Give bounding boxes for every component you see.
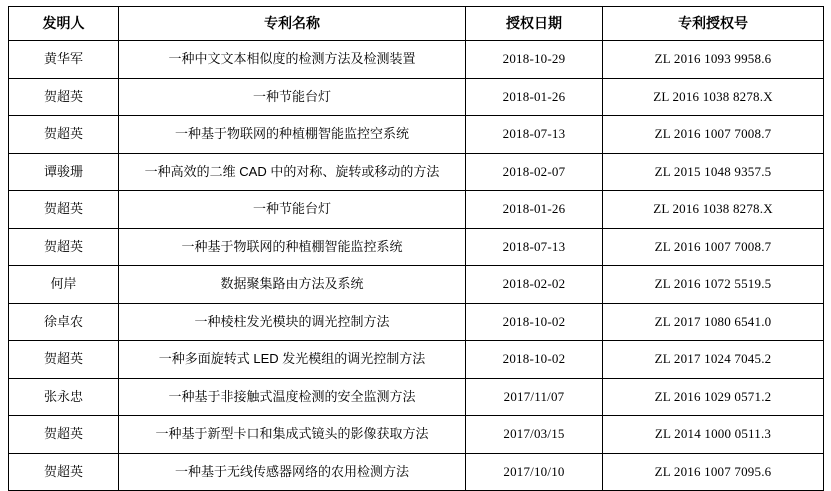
cell-number: ZL 2016 1007 7008.7 — [603, 116, 824, 154]
cell-inventor: 贺超英 — [9, 191, 119, 229]
table-row — [9, 453, 824, 491]
cell-inventor: 贺超英 — [9, 116, 119, 154]
cell-inventor: 谭骏珊 — [9, 153, 119, 191]
cell-title: 一种高效的二维 CAD 中的对称、旋转或移动的方法 — [119, 153, 466, 191]
cell-number: ZL 2016 1093 9958.6 — [603, 41, 824, 79]
cell-date: 2018-07-13 — [466, 228, 603, 266]
cell-number: ZL 2017 1024 7045.2 — [603, 341, 824, 379]
cell-date: 2017/03/15 — [466, 416, 603, 454]
cell-number: ZL 2016 1007 7095.6 — [603, 453, 824, 491]
cell-inventor: 贺超英 — [9, 341, 119, 379]
cell-title: 一种基于新型卡口和集成式镜头的影像获取方法 — [119, 416, 466, 454]
cell-title: 数据聚集路由方法及系统 — [119, 266, 466, 304]
table-row — [9, 116, 824, 154]
column-header-date: 授权日期 — [466, 7, 603, 41]
cell-number: ZL 2016 1038 8278.X — [603, 78, 824, 116]
cell-number: ZL 2017 1080 6541.0 — [603, 303, 824, 341]
cell-inventor: 贺超英 — [9, 228, 119, 266]
cell-date: 2018-10-02 — [466, 341, 603, 379]
cell-number: ZL 2016 1029 0571.2 — [603, 378, 824, 416]
cell-date: 2018-01-26 — [466, 191, 603, 229]
table-header-row — [9, 7, 824, 41]
table-row — [9, 341, 824, 379]
cell-inventor: 黄华军 — [9, 41, 119, 79]
table-row — [9, 41, 824, 79]
patent-table — [8, 6, 824, 491]
table-row — [9, 378, 824, 416]
column-header-number: 专利授权号 — [603, 7, 824, 41]
table-header — [9, 7, 824, 41]
column-header-title: 专利名称 — [119, 7, 466, 41]
cell-number: ZL 2015 1048 9357.5 — [603, 153, 824, 191]
table-row — [9, 416, 824, 454]
cell-inventor: 贺超英 — [9, 416, 119, 454]
cell-inventor: 贺超英 — [9, 453, 119, 491]
table-row — [9, 78, 824, 116]
cell-number: ZL 2016 1038 8278.X — [603, 191, 824, 229]
cell-date: 2017/10/10 — [466, 453, 603, 491]
cell-inventor: 何岸 — [9, 266, 119, 304]
table-row — [9, 303, 824, 341]
cell-date: 2018-10-02 — [466, 303, 603, 341]
cell-title: 一种基于非接触式温度检测的安全监测方法 — [119, 378, 466, 416]
cell-title: 一种基于物联网的种植棚智能监控空系统 — [119, 116, 466, 154]
table-row — [9, 191, 824, 229]
column-header-inventor: 发明人 — [9, 7, 119, 41]
cell-date: 2017/11/07 — [466, 378, 603, 416]
table-row — [9, 266, 824, 304]
cell-title: 一种棱柱发光模块的调光控制方法 — [119, 303, 466, 341]
cell-date: 2018-01-26 — [466, 78, 603, 116]
table-row — [9, 228, 824, 266]
cell-date: 2018-07-13 — [466, 116, 603, 154]
cell-number: ZL 2016 1007 7008.7 — [603, 228, 824, 266]
cell-title: 一种基于物联网的种植棚智能监控系统 — [119, 228, 466, 266]
cell-title: 一种节能台灯 — [119, 78, 466, 116]
cell-title: 一种中文文本相似度的检测方法及检测装置 — [119, 41, 466, 79]
cell-number: ZL 2014 1000 0511.3 — [603, 416, 824, 454]
cell-number: ZL 2016 1072 5519.5 — [603, 266, 824, 304]
table-row — [9, 153, 824, 191]
cell-title: 一种基于无线传感器网络的农用检测方法 — [119, 453, 466, 491]
table-body — [9, 41, 824, 491]
cell-inventor: 张永忠 — [9, 378, 119, 416]
cell-date: 2018-02-07 — [466, 153, 603, 191]
cell-inventor: 徐卓农 — [9, 303, 119, 341]
cell-title: 一种节能台灯 — [119, 191, 466, 229]
cell-date: 2018-02-02 — [466, 266, 603, 304]
cell-title: 一种多面旋转式 LED 发光模组的调光控制方法 — [119, 341, 466, 379]
cell-inventor: 贺超英 — [9, 78, 119, 116]
cell-date: 2018-10-29 — [466, 41, 603, 79]
